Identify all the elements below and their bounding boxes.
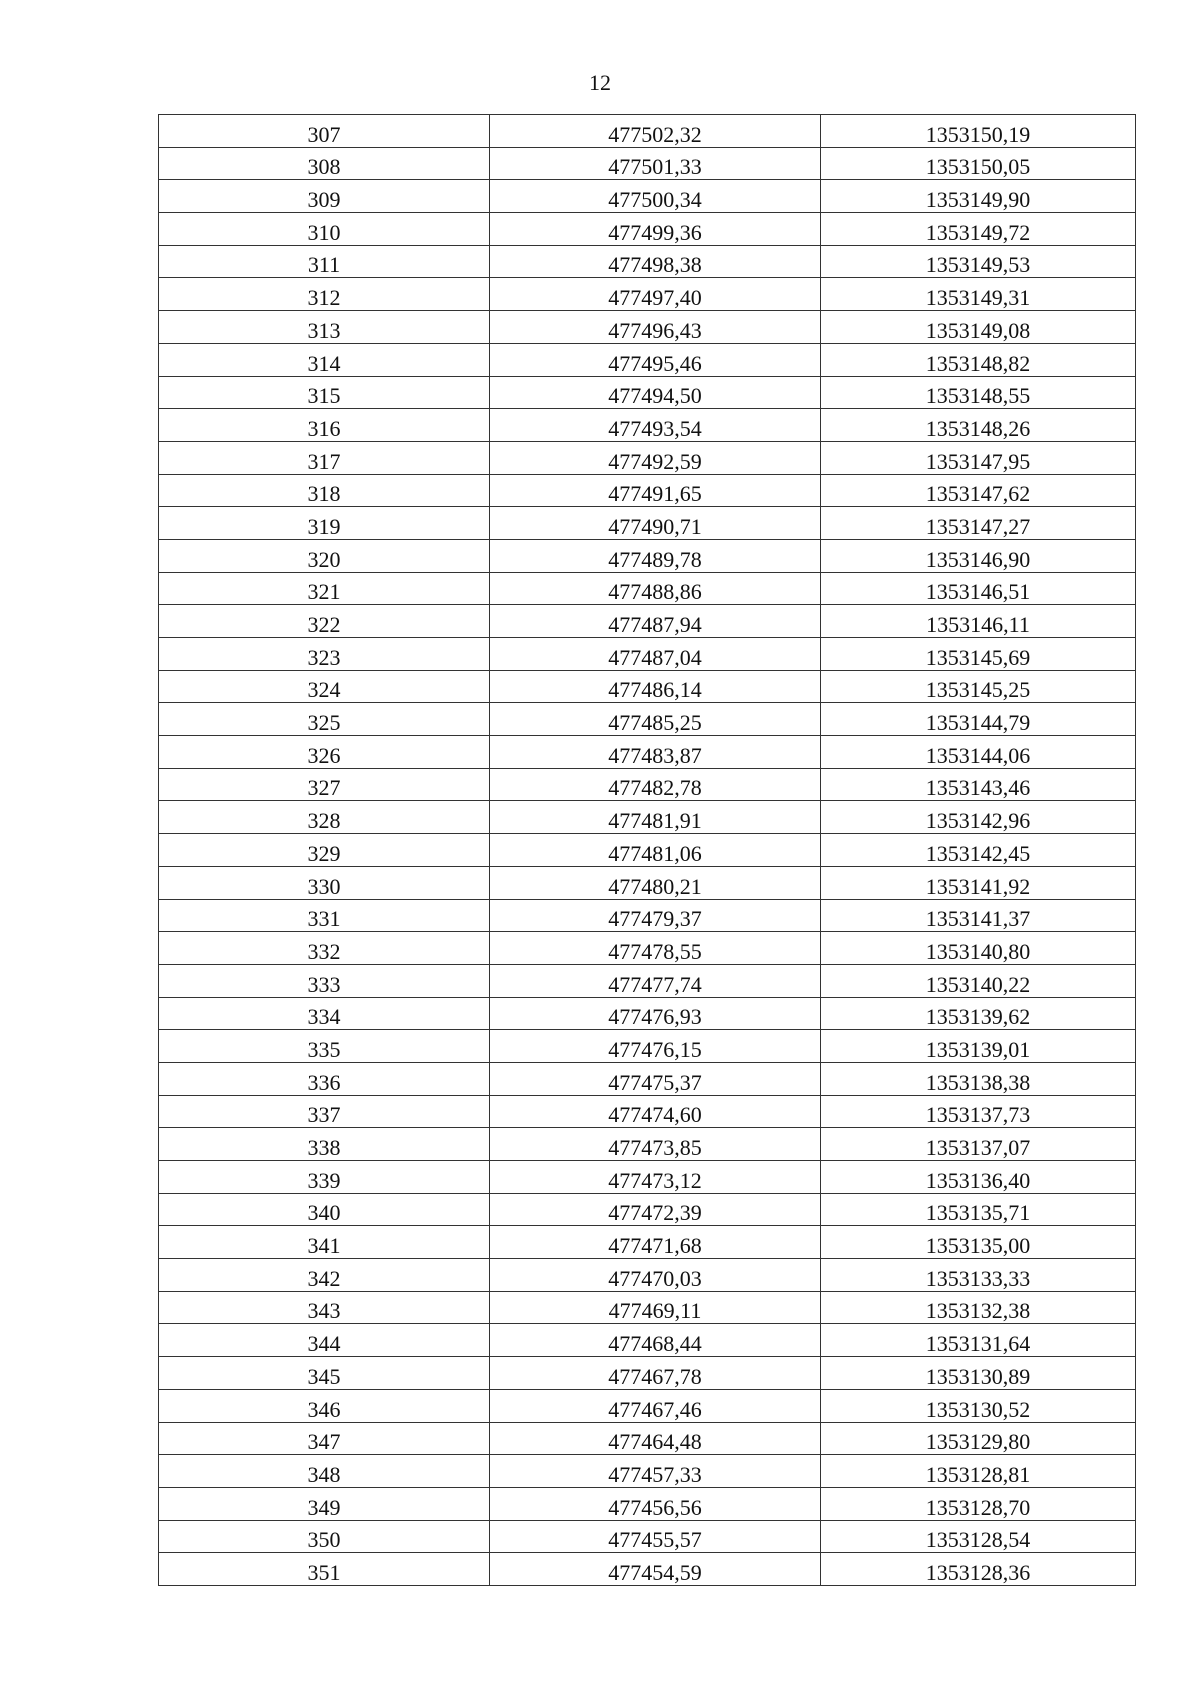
y-coordinate-cell: 1353142,45 <box>821 834 1136 867</box>
y-coordinate-cell: 1353137,07 <box>821 1128 1136 1161</box>
y-coordinate-cell: 1353141,37 <box>821 899 1136 932</box>
y-coordinate-cell: 1353146,11 <box>821 605 1136 638</box>
table-row <box>159 834 1136 867</box>
point-number-cell: 348 <box>159 1455 490 1488</box>
x-coordinate-cell: 477494,50 <box>490 376 821 409</box>
x-coordinate-cell: 477493,54 <box>490 409 821 442</box>
y-coordinate-cell: 1353139,01 <box>821 1030 1136 1063</box>
y-coordinate-cell: 1353135,00 <box>821 1226 1136 1259</box>
table-row <box>159 638 1136 671</box>
y-coordinate-cell: 1353141,92 <box>821 866 1136 899</box>
y-coordinate-cell: 1353137,73 <box>821 1095 1136 1128</box>
point-number-cell: 340 <box>159 1193 490 1226</box>
y-coordinate-cell: 1353142,96 <box>821 801 1136 834</box>
y-coordinate-cell: 1353146,51 <box>821 572 1136 605</box>
table-row <box>159 343 1136 376</box>
table-row <box>159 1455 1136 1488</box>
table-row <box>159 1161 1136 1194</box>
table-row <box>159 1062 1136 1095</box>
x-coordinate-cell: 477479,37 <box>490 899 821 932</box>
x-coordinate-cell: 477486,14 <box>490 670 821 703</box>
y-coordinate-cell: 1353130,89 <box>821 1357 1136 1390</box>
table-row <box>159 1095 1136 1128</box>
y-coordinate-cell: 1353149,53 <box>821 245 1136 278</box>
y-coordinate-cell: 1353139,62 <box>821 997 1136 1030</box>
point-number-cell: 325 <box>159 703 490 736</box>
table-row <box>159 147 1136 180</box>
x-coordinate-cell: 477455,57 <box>490 1520 821 1553</box>
point-number-cell: 319 <box>159 507 490 540</box>
point-number-cell: 344 <box>159 1324 490 1357</box>
point-number-cell: 312 <box>159 278 490 311</box>
point-number-cell: 322 <box>159 605 490 638</box>
point-number-cell: 310 <box>159 213 490 246</box>
x-coordinate-cell: 477487,04 <box>490 638 821 671</box>
point-number-cell: 335 <box>159 1030 490 1063</box>
table-row <box>159 1291 1136 1324</box>
table-row <box>159 1128 1136 1161</box>
table-row <box>159 572 1136 605</box>
x-coordinate-cell: 477476,93 <box>490 997 821 1030</box>
table-row <box>159 1553 1136 1586</box>
point-number-cell: 332 <box>159 932 490 965</box>
y-coordinate-cell: 1353147,62 <box>821 474 1136 507</box>
point-number-cell: 339 <box>159 1161 490 1194</box>
y-coordinate-cell: 1353133,33 <box>821 1259 1136 1292</box>
table-row <box>159 1193 1136 1226</box>
x-coordinate-cell: 477471,68 <box>490 1226 821 1259</box>
x-coordinate-cell: 477497,40 <box>490 278 821 311</box>
point-number-cell: 308 <box>159 147 490 180</box>
coordinates-table <box>158 114 1136 1586</box>
point-number-cell: 334 <box>159 997 490 1030</box>
point-number-cell: 329 <box>159 834 490 867</box>
table-row <box>159 1324 1136 1357</box>
x-coordinate-cell: 477464,48 <box>490 1422 821 1455</box>
y-coordinate-cell: 1353138,38 <box>821 1062 1136 1095</box>
y-coordinate-cell: 1353145,69 <box>821 638 1136 671</box>
point-number-cell: 349 <box>159 1487 490 1520</box>
y-coordinate-cell: 1353128,36 <box>821 1553 1136 1586</box>
page-number: 12 <box>589 70 611 95</box>
table-row <box>159 1520 1136 1553</box>
point-number-cell: 307 <box>159 115 490 148</box>
x-coordinate-cell: 477468,44 <box>490 1324 821 1357</box>
table-row <box>159 115 1136 148</box>
y-coordinate-cell: 1353148,55 <box>821 376 1136 409</box>
table-row <box>159 539 1136 572</box>
point-number-cell: 318 <box>159 474 490 507</box>
table-row <box>159 245 1136 278</box>
x-coordinate-cell: 477502,32 <box>490 115 821 148</box>
y-coordinate-cell: 1353148,82 <box>821 343 1136 376</box>
y-coordinate-cell: 1353136,40 <box>821 1161 1136 1194</box>
y-coordinate-cell: 1353146,90 <box>821 539 1136 572</box>
x-coordinate-cell: 477495,46 <box>490 343 821 376</box>
table-row <box>159 213 1136 246</box>
table-row <box>159 899 1136 932</box>
y-coordinate-cell: 1353129,80 <box>821 1422 1136 1455</box>
x-coordinate-cell: 477482,78 <box>490 768 821 801</box>
x-coordinate-cell: 477477,74 <box>490 964 821 997</box>
y-coordinate-cell: 1353144,06 <box>821 736 1136 769</box>
table-row <box>159 180 1136 213</box>
x-coordinate-cell: 477467,46 <box>490 1389 821 1422</box>
point-number-cell: 331 <box>159 899 490 932</box>
point-number-cell: 324 <box>159 670 490 703</box>
table-row <box>159 768 1136 801</box>
y-coordinate-cell: 1353128,54 <box>821 1520 1136 1553</box>
y-coordinate-cell: 1353128,70 <box>821 1487 1136 1520</box>
point-number-cell: 341 <box>159 1226 490 1259</box>
x-coordinate-cell: 477474,60 <box>490 1095 821 1128</box>
y-coordinate-cell: 1353149,72 <box>821 213 1136 246</box>
table-row <box>159 1422 1136 1455</box>
point-number-cell: 338 <box>159 1128 490 1161</box>
x-coordinate-cell: 477469,11 <box>490 1291 821 1324</box>
point-number-cell: 327 <box>159 768 490 801</box>
x-coordinate-cell: 477473,85 <box>490 1128 821 1161</box>
x-coordinate-cell: 477475,37 <box>490 1062 821 1095</box>
x-coordinate-cell: 477480,21 <box>490 866 821 899</box>
table-row <box>159 703 1136 736</box>
point-number-cell: 317 <box>159 441 490 474</box>
x-coordinate-cell: 477490,71 <box>490 507 821 540</box>
y-coordinate-cell: 1353147,95 <box>821 441 1136 474</box>
table-row <box>159 866 1136 899</box>
table-row <box>159 1389 1136 1422</box>
table-row <box>159 605 1136 638</box>
point-number-cell: 313 <box>159 311 490 344</box>
x-coordinate-cell: 477476,15 <box>490 1030 821 1063</box>
x-coordinate-cell: 477457,33 <box>490 1455 821 1488</box>
point-number-cell: 345 <box>159 1357 490 1390</box>
table-row <box>159 1226 1136 1259</box>
table-row <box>159 1259 1136 1292</box>
point-number-cell: 336 <box>159 1062 490 1095</box>
x-coordinate-cell: 477496,43 <box>490 311 821 344</box>
table-row <box>159 1357 1136 1390</box>
x-coordinate-cell: 477498,38 <box>490 245 821 278</box>
x-coordinate-cell: 477456,56 <box>490 1487 821 1520</box>
y-coordinate-cell: 1353128,81 <box>821 1455 1136 1488</box>
point-number-cell: 347 <box>159 1422 490 1455</box>
x-coordinate-cell: 477485,25 <box>490 703 821 736</box>
point-number-cell: 323 <box>159 638 490 671</box>
point-number-cell: 314 <box>159 343 490 376</box>
x-coordinate-cell: 477499,36 <box>490 213 821 246</box>
y-coordinate-cell: 1353131,64 <box>821 1324 1136 1357</box>
x-coordinate-cell: 477489,78 <box>490 539 821 572</box>
point-number-cell: 351 <box>159 1553 490 1586</box>
point-number-cell: 343 <box>159 1291 490 1324</box>
y-coordinate-cell: 1353150,05 <box>821 147 1136 180</box>
table-row <box>159 376 1136 409</box>
y-coordinate-cell: 1353144,79 <box>821 703 1136 736</box>
y-coordinate-cell: 1353148,26 <box>821 409 1136 442</box>
point-number-cell: 337 <box>159 1095 490 1128</box>
y-coordinate-cell: 1353130,52 <box>821 1389 1136 1422</box>
table-row <box>159 474 1136 507</box>
x-coordinate-cell: 477470,03 <box>490 1259 821 1292</box>
x-coordinate-cell: 477473,12 <box>490 1161 821 1194</box>
x-coordinate-cell: 477488,86 <box>490 572 821 605</box>
y-coordinate-cell: 1353140,22 <box>821 964 1136 997</box>
table-row <box>159 670 1136 703</box>
table-row <box>159 409 1136 442</box>
point-number-cell: 330 <box>159 866 490 899</box>
y-coordinate-cell: 1353143,46 <box>821 768 1136 801</box>
x-coordinate-cell: 477481,06 <box>490 834 821 867</box>
y-coordinate-cell: 1353145,25 <box>821 670 1136 703</box>
point-number-cell: 315 <box>159 376 490 409</box>
y-coordinate-cell: 1353140,80 <box>821 932 1136 965</box>
table-row <box>159 997 1136 1030</box>
point-number-cell: 333 <box>159 964 490 997</box>
x-coordinate-cell: 477491,65 <box>490 474 821 507</box>
point-number-cell: 328 <box>159 801 490 834</box>
table-row <box>159 1030 1136 1063</box>
x-coordinate-cell: 477467,78 <box>490 1357 821 1390</box>
x-coordinate-cell: 477487,94 <box>490 605 821 638</box>
point-number-cell: 320 <box>159 539 490 572</box>
table-row <box>159 736 1136 769</box>
x-coordinate-cell: 477454,59 <box>490 1553 821 1586</box>
coordinates-table-body <box>159 115 1136 1586</box>
point-number-cell: 321 <box>159 572 490 605</box>
table-row <box>159 932 1136 965</box>
x-coordinate-cell: 477481,91 <box>490 801 821 834</box>
point-number-cell: 309 <box>159 180 490 213</box>
point-number-cell: 316 <box>159 409 490 442</box>
x-coordinate-cell: 477500,34 <box>490 180 821 213</box>
x-coordinate-cell: 477478,55 <box>490 932 821 965</box>
point-number-cell: 346 <box>159 1389 490 1422</box>
x-coordinate-cell: 477492,59 <box>490 441 821 474</box>
table-row <box>159 441 1136 474</box>
y-coordinate-cell: 1353149,31 <box>821 278 1136 311</box>
point-number-cell: 326 <box>159 736 490 769</box>
point-number-cell: 311 <box>159 245 490 278</box>
table-row <box>159 507 1136 540</box>
y-coordinate-cell: 1353147,27 <box>821 507 1136 540</box>
point-number-cell: 342 <box>159 1259 490 1292</box>
table-row <box>159 964 1136 997</box>
table-row <box>159 311 1136 344</box>
y-coordinate-cell: 1353149,90 <box>821 180 1136 213</box>
table-row <box>159 278 1136 311</box>
x-coordinate-cell: 477501,33 <box>490 147 821 180</box>
y-coordinate-cell: 1353150,19 <box>821 115 1136 148</box>
x-coordinate-cell: 477472,39 <box>490 1193 821 1226</box>
point-number-cell: 350 <box>159 1520 490 1553</box>
y-coordinate-cell: 1353132,38 <box>821 1291 1136 1324</box>
y-coordinate-cell: 1353149,08 <box>821 311 1136 344</box>
table-row <box>159 801 1136 834</box>
table-row <box>159 1487 1136 1520</box>
x-coordinate-cell: 477483,87 <box>490 736 821 769</box>
y-coordinate-cell: 1353135,71 <box>821 1193 1136 1226</box>
